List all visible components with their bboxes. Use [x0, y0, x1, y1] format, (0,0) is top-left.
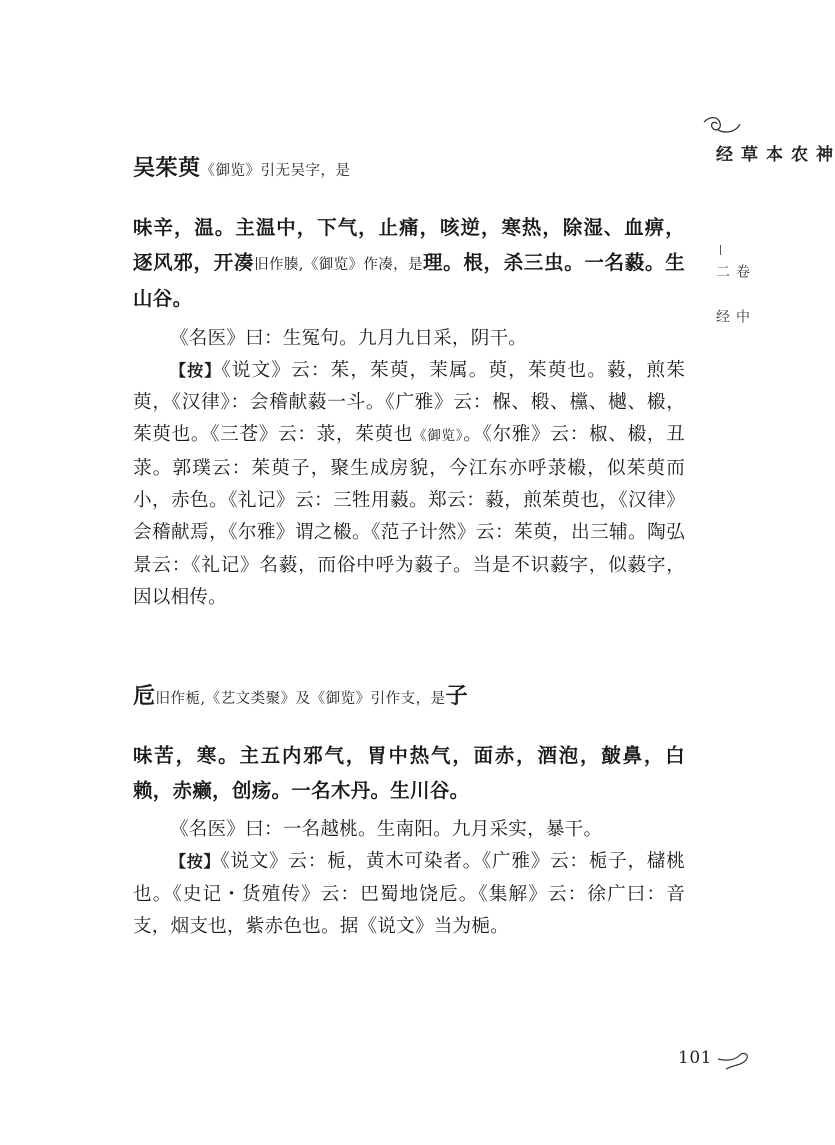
commentary: 【按】《说文》云：栀，黄木可染者。《广雅》云：栀子，櫧桃也。《史记・货殖传》云：巴蜀地饶卮。《集解》云：徐广曰：音支，烟支也，紫赤色也。据《说文》当为梔。: [133, 851, 686, 937]
entry-title-main: 吴茱萸: [133, 156, 201, 181]
commentary: 【按】《说文》云：茱，茱萸，茉属。萸，茱萸也。藙，煎茱萸，《汉律》：会稽献藙一斗。《广雅》云：椺、椴、欓、樾、榝，茱萸也。《三苍》云：莍，茱萸也《御览》。《尔雅》云：椒、榝，丑莍。郭璞云：茱萸子，聚生成房貌，今江东亦呼莍榝，似茱萸而小，赤色。《礼记》云：三牲用藙。郑云：藙，煎茱萸也，《汉律》会稽献焉，《尔雅》谓之榝。《范子计然》云：茱萸，出三辅。陶弘景云：《礼记》名藙，而俗中呼为藙子。当是不识藙字，似藙字，因以相传。: [133, 359, 685, 608]
entry-title-main-end: 子: [445, 684, 469, 709]
entry-title-note: 《御览》引无吴字，是: [200, 163, 351, 179]
entry-title-main: 卮: [133, 684, 156, 709]
commentary-label: 【按】: [170, 852, 221, 872]
entry-title-note: 旧作栀,《艺文类聚》及《御览》引作支，是: [155, 691, 446, 707]
running-head-divider: [720, 245, 721, 255]
commentary-label: 【按】: [170, 360, 222, 380]
entry-zhizi: [133, 679, 685, 943]
page-number: 101: [678, 1048, 712, 1068]
entry-main-text: 味辛，温。主温中，下气，止痛，咳逆，寒热，除湿、血痹，逐风邪，开凑旧作腠,《御览》作凑，是理。根，杀三虫。一名藙。生山谷。: [133, 216, 686, 310]
section-label: 中经: [714, 309, 750, 326]
inline-annotation: 旧作腠,《御览》作凑，是: [254, 256, 423, 273]
mingyi-note: 《名医》曰：生冤句。九月九日采，阴干。: [170, 327, 528, 349]
mingyi-note: 《名医》曰：一名越桃。生南阳。九月采实，暴干。: [170, 819, 603, 840]
running-head: [702, 112, 832, 326]
entry-main-text: 味苦，寒。主五内邪气，胃中热气，面赤，酒泡，皶鼻，白赖，赤癞，创疡。一名木丹。生川谷。: [133, 744, 685, 802]
entry-title: [133, 679, 685, 710]
swirl-ornament-icon: [702, 112, 742, 142]
volume-label: 卷二: [714, 264, 750, 281]
book-title: 神农本草经: [712, 145, 832, 164]
page-ornament-icon: [716, 1047, 752, 1073]
entry-wuzhuyu: [133, 151, 685, 614]
entry-title: [133, 151, 685, 182]
